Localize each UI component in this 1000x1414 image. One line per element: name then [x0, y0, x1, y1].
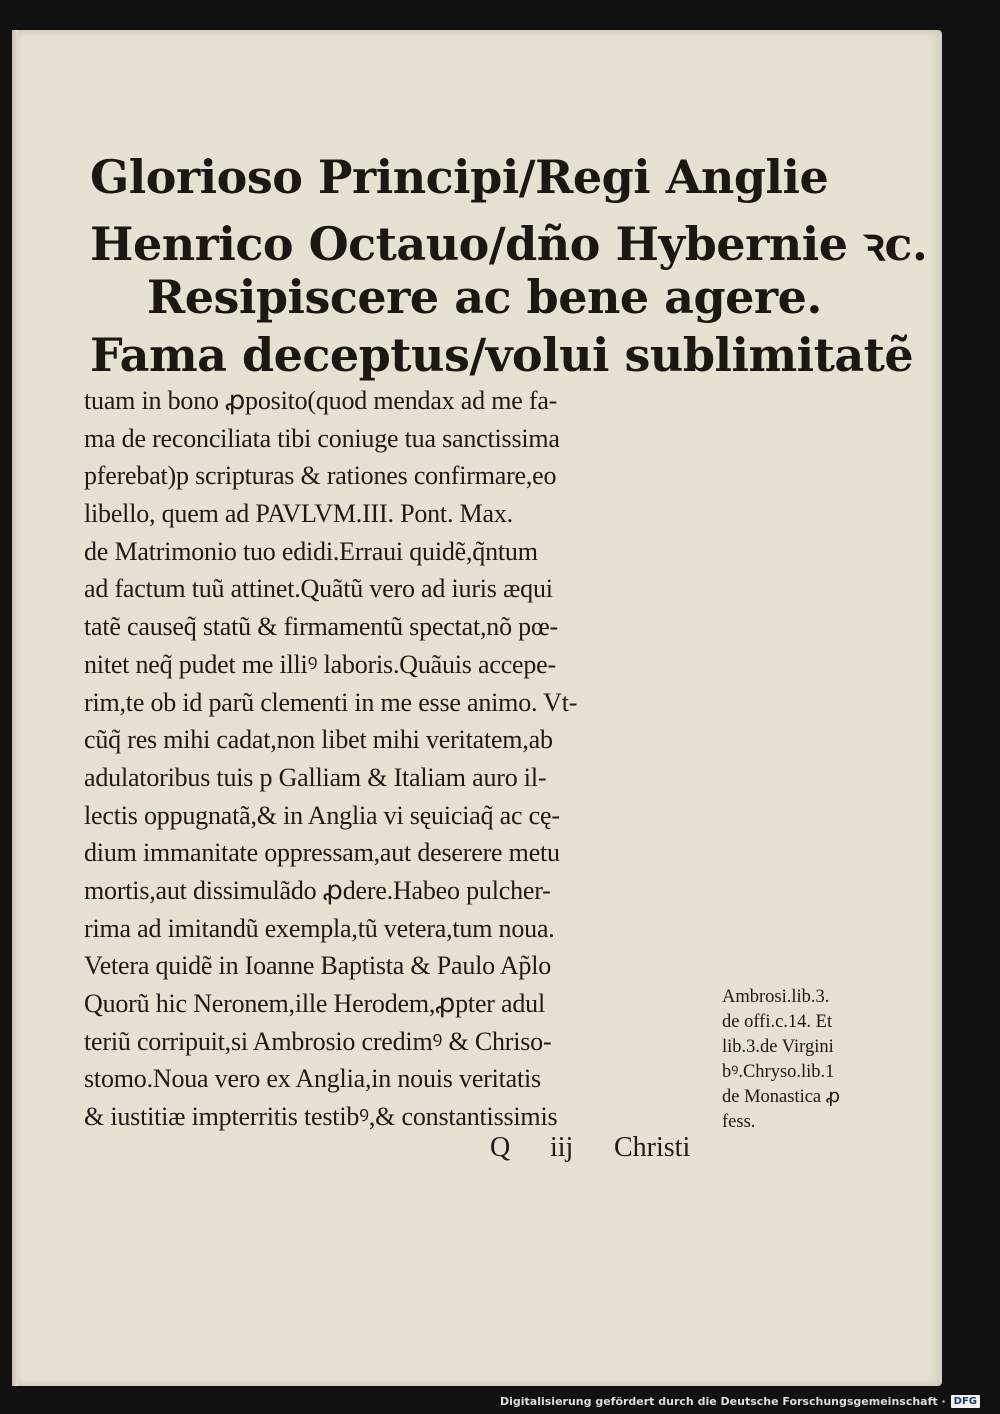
- text-line: libello, quem ad PAVLVM.III. Pont. Max.: [84, 499, 513, 529]
- text-line: ma de reconciliata tibi coniuge tua sanctissima: [84, 423, 560, 453]
- text-line: ad factum tuũ attinet.Quãtũ vero ad iuris æqui: [84, 574, 553, 604]
- heading-line-2: Henrico Octauo/dño Hybernie ꝛc.: [90, 217, 928, 271]
- text-line: dium immanitate oppressam,aut deserere metu: [84, 838, 560, 868]
- body-text: [84, 382, 724, 1136]
- text-line: nitet neq̃ pudet me illiꝰ laboris.Quãuis accepe-: [84, 649, 556, 679]
- margin-note-line: de offi.c.14. Et: [722, 1012, 833, 1032]
- text-line: & iustitiæ impterritis testibꝰ,& constantissimis: [84, 1102, 558, 1132]
- text-line: teriũ corripuit,si Ambrosio credimꝰ & Chriso-: [84, 1026, 552, 1056]
- margin-note-line: de Monastica ꝓ: [722, 1087, 841, 1107]
- text-line: Vetera quidẽ in Ioanne Baptista & Paulo Ap̃lo: [84, 951, 552, 981]
- text-line: rima ad imitandũ exempla,tũ vetera,tum noua.: [84, 913, 555, 943]
- dfg-logo-icon: DFG: [951, 1395, 980, 1408]
- heading-line-4: Fama deceptus/volui sublimitatẽ: [90, 328, 914, 382]
- text-line: rim,te ob id parũ clementi in me esse animo. Vt-: [84, 687, 578, 717]
- page-spine-shadow: [12, 30, 18, 1386]
- heading-line-3: Resipiscere ac bene agere.: [147, 270, 822, 324]
- margin-note-line: bꝰ.Chryso.lib.1: [722, 1062, 835, 1082]
- text-line: tatẽ causeq̃ statũ & firmamentũ spectat,nõ pœ-: [84, 612, 559, 642]
- margin-note-line: lib.3.de Virgini: [722, 1037, 834, 1057]
- margin-note-line: Ambrosi.lib.3.: [722, 987, 830, 1007]
- signature-mark: Q: [490, 1132, 511, 1163]
- leaf-number: iij: [550, 1132, 574, 1163]
- margin-note-line: fess.: [722, 1112, 756, 1132]
- text-line: Quorũ hic Neronem,ille Herodem,ꝓpter adul: [84, 989, 546, 1018]
- text-line: tuam in bono ꝓposito(quod mendax ad me fa-: [84, 386, 558, 415]
- text-line: stomo.Noua vero ex Anglia,in nouis veritatis: [84, 1064, 541, 1094]
- text-line: pferebat)p scripturas & rationes confirmare,eo: [84, 461, 557, 491]
- text-line: cũq̃ res mihi cadat,non libet mihi veritatem,ab: [84, 725, 553, 755]
- text-line: adulatoribus tuis p Galliam & Italiam auro il-: [84, 762, 547, 792]
- funding-credit: Digitalisierung gefördert durch die Deutsche Forschungsgemeinschaft ·: [499, 1394, 946, 1408]
- book-page: [12, 30, 942, 1386]
- text-line: lectis oppugnatã,& in Anglia vi sęuiciaq̃ ac cę-: [84, 800, 560, 830]
- text-line: de Matrimonio tuo edidi.Erraui quidẽ,q̃ntum: [84, 536, 538, 566]
- text-line: mortis,aut dissimulãdo ꝓdere.Habeo pulcher-: [84, 875, 551, 905]
- margin-note: [722, 985, 912, 1135]
- catchword: Christi: [614, 1132, 691, 1163]
- digitization-footer: [500, 1393, 980, 1409]
- heading-line-1: Glorioso Principi/Regi Anglie: [90, 150, 829, 204]
